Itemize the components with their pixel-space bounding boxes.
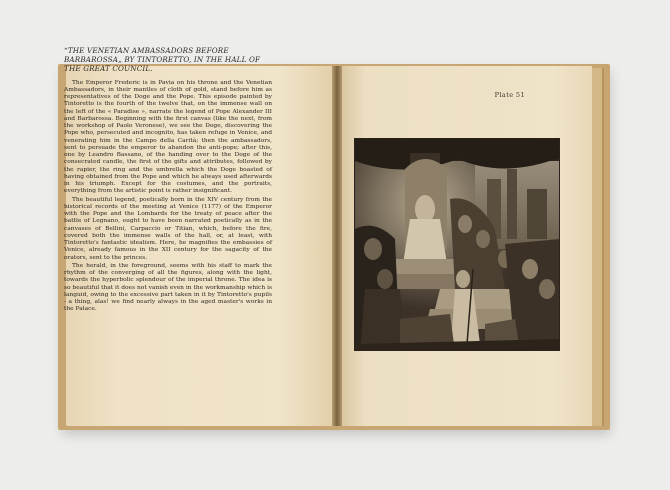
plate-illustration	[354, 138, 560, 351]
painting-reproduction	[355, 139, 560, 351]
paragraph: The Emperor Frederic is in Pavia on his throne and the Venetian Ambassadors, in their mantles of cloth of gold, stand before him as representatives of the Doge and the Pope. This episode painted by Tintoretto is the fourth of the twelve that, on the immense wall on the left of the « Paradise », narrate the legend of Pope Alexander III and Barbarossa. Beginning with the first canvas (like the next, from the workshop of Paolo Veronese), we see the Doge, discovering the Pope who, persecuted and incognito, has taken refuge in Venice, and venerating him in the Campo della Carità; then the ambassadors, sent to persuade the emperor to abandon the anti-pope; after this, one by Leandro Bassano, of the handing over to the Doge of the consecrated candle, the first of the gifts and attributes, followed by the rapier, the ring and the umbrella which the Doge boasted of having obtained from the Pope and which he always used afterwards in his triumph. Except for the costumes, and the portraits, everything from the artistic point is rather insignificant.	[64, 79, 272, 195]
section-title: “THE VENETIAN AMBASSADORS BEFORE BARBAROSSA„ BY TINTORETTO, IN THE HALL OF THE GREAT COUNCIL.	[64, 46, 261, 74]
paragraph: The herald, in the foreground, seems with his staff to mark the rhythm of the converging of all the figures, along with the light, towards the hyperbolic splendour of the imperial throne. The idea is so beautiful that it does not vanish even in the workmanship which is languid, owing to the excessive part taken in it by Tintoretto's pupils - a thing, alas! we find nearly always in the aged master's works in the Palace.	[64, 262, 272, 313]
paragraph: The beautiful legend, poetically born in the XIV century from the historical records of the meeting at Venice (1177) of the Emperor with the Pope and the Lombards for the treaty of peace after the battle of Legnano, ought to have been narrated poetically as in the canvases of Bellini, Carpaccio or Titian, which, before the fire, covered both the immense walls of the hall, or, at least, with Tintoretto's fantastic idealism. Here, he magnifies the embassies of Venice, already famous in the XII century for the sagacity of the orators, sent to the princes.	[64, 196, 272, 261]
plate-number: Plate 51	[494, 91, 525, 99]
left-page-text	[64, 46, 272, 315]
page-fore-edge	[592, 68, 604, 426]
book-gutter	[332, 66, 342, 426]
